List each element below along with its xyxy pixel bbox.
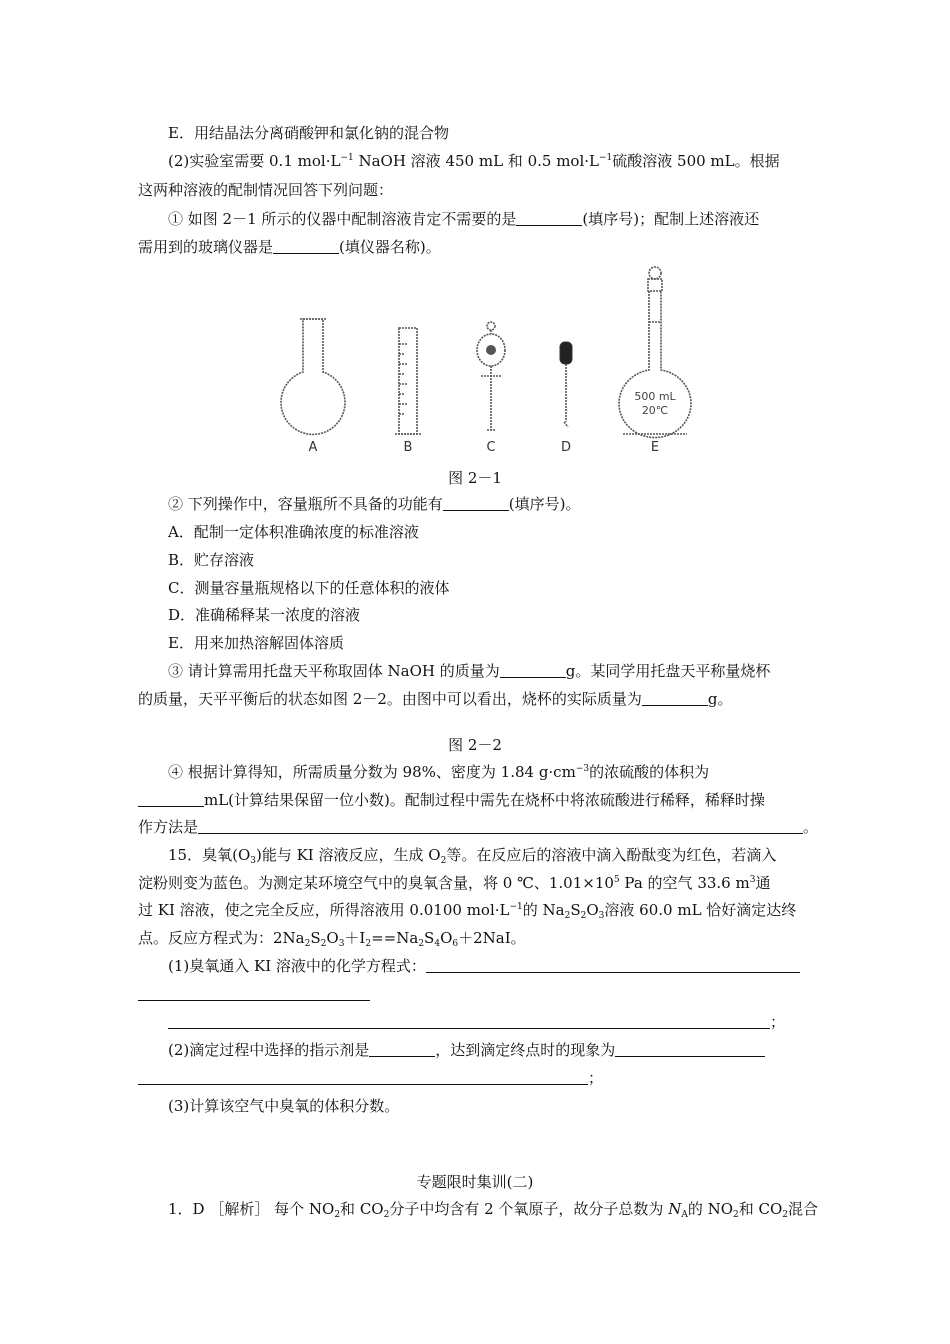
option-c: C．测量容量瓶规格以下的任意体积的液体 [168,579,450,597]
question-2-intro-line2: 这两种溶液的配制情况回答下列问题： [138,181,394,199]
answer-blank [138,986,370,1001]
question-15-2: (2)滴定过程中选择的指示剂是 ，达到滴定终点时的现象为 [168,1040,848,1060]
answer-blank [516,211,582,226]
question-2-1-line2: 需用到的玻璃仪器是 (填仪器名称)。 [138,238,441,256]
answer-blank [273,239,339,254]
option-e-crystallization: E．用结晶法分离硝酸钾和氯化钠的混合物 [168,124,449,142]
answer-blank [138,792,204,807]
answer-blank [642,691,708,706]
question-15-2-line2: ； [138,1068,818,1088]
question-2-1: ① 如图 2－1 所示的仪器中配制溶液肯定不需要的是 (填序号)；配制上述溶液还 [168,210,760,228]
question-2-4-line3: 作方法是 。 [138,818,819,836]
answer-blank [138,1070,588,1085]
figure-2-2-caption: 图 2－2 [448,736,502,754]
flask-marking-volume: 500 mL [634,390,676,403]
question-2-3-line2: 的质量，天平平衡后的状态如图 2－2。由图中可以看出，烧杯的实际质量为 g。 [138,690,733,708]
answer-blank [615,1042,765,1057]
label-c: C [486,440,496,455]
answer-blank [426,958,800,973]
question-15-1-line3: ； [168,1012,848,1032]
question-15-1: (1)臭氧通入 KI 溶液中的化学方程式： [168,956,848,976]
question-2-4: ④ 根据计算得知，所需质量分数为 98%、密度为 1.84 $g\cdot cm^{-3}$的浓硫酸的体积为 [168,763,710,781]
graduated-cylinder-icon [395,328,421,434]
question-2-intro: (2)实验室需要 0.1 $mol\cdot L^{-1}$ NaOH 溶液 450 mL 和 0.5 $mol\cdot L^{-1}$硫酸溶液 500 mL。根据 [168,152,780,170]
label-a: A [308,440,318,455]
option-b: B．贮存溶液 [168,551,255,569]
question-2-3: ③ 请计算需用托盘天平称取固体 NaOH 的质量为 g。某同学用托盘天平称量烧杯 [168,662,771,680]
question-15-line3: 过 KI 溶液，使之完全反应，所得溶液用 0.0100 $mol\cdot L^{-1}$的 $Na_2S_2O_3$溶液 60.0 mL 恰好滴定达终 [138,901,797,921]
question-15-1-line2 [138,984,818,1004]
flask-marking-temp: 20℃ [641,404,669,417]
label-d: D [560,440,572,455]
answer-blank [443,496,509,511]
separatory-funnel-icon [477,322,505,430]
label-e: E [650,440,660,455]
label-b: B [403,440,413,455]
question-2-2: ② 下列操作中，容量瓶所不具备的功能有 (填序号)。 [168,495,581,513]
answer-blank [198,819,803,834]
answers-heading: 专题限时集训(二) [416,1173,534,1191]
answer-1: 1．D ［解析］ 每个 $NO_2$和 $CO_2$分子中均含有 2 个氧原子，故分子总数为 $N_A$的 $NO_2$和 $CO_2$混合 [168,1200,819,1220]
option-a: A．配制一定体积准确浓度的标准溶液 [168,523,419,541]
answer-blank [500,663,566,678]
question-15-3: (3)计算该空气中臭氧的体积分数。 [168,1097,400,1115]
question-2-4-line2: mL(计算结果保留一位小数)。配制过程中需先在烧杯中将浓硫酸进行稀释，稀释时操 [138,790,818,810]
round-bottom-flask-icon [281,319,345,434]
question-15-equation: 点。反应方程式为：$2Na_2S_2O_3+I_2==Na_2S_4O_6+2NaI$。 [138,929,526,949]
option-e: E．用来加热溶解固体溶质 [168,634,344,652]
figure-2-1-caption: 图 2－1 [448,469,502,487]
figure-2-1-instruments [270,262,700,457]
option-d: D．准确稀释某一浓度的溶液 [168,606,361,624]
answer-blank [369,1042,435,1057]
question-15-line1: 15．臭氧$(O_3)$能与 KI 溶液反应，生成 $O_2$等。在反应后的溶液中滴入酚酞变为红色，若滴入 [168,846,777,866]
answer-blank [168,1014,770,1029]
dropper-icon [564,364,568,427]
question-15-line2: 淀粉则变为蓝色。为测定某环境空气中的臭氧含量，将 0 ℃、$1.01\times 10^5$ Pa 的空气 33.6 $m^3$通 [138,874,771,892]
